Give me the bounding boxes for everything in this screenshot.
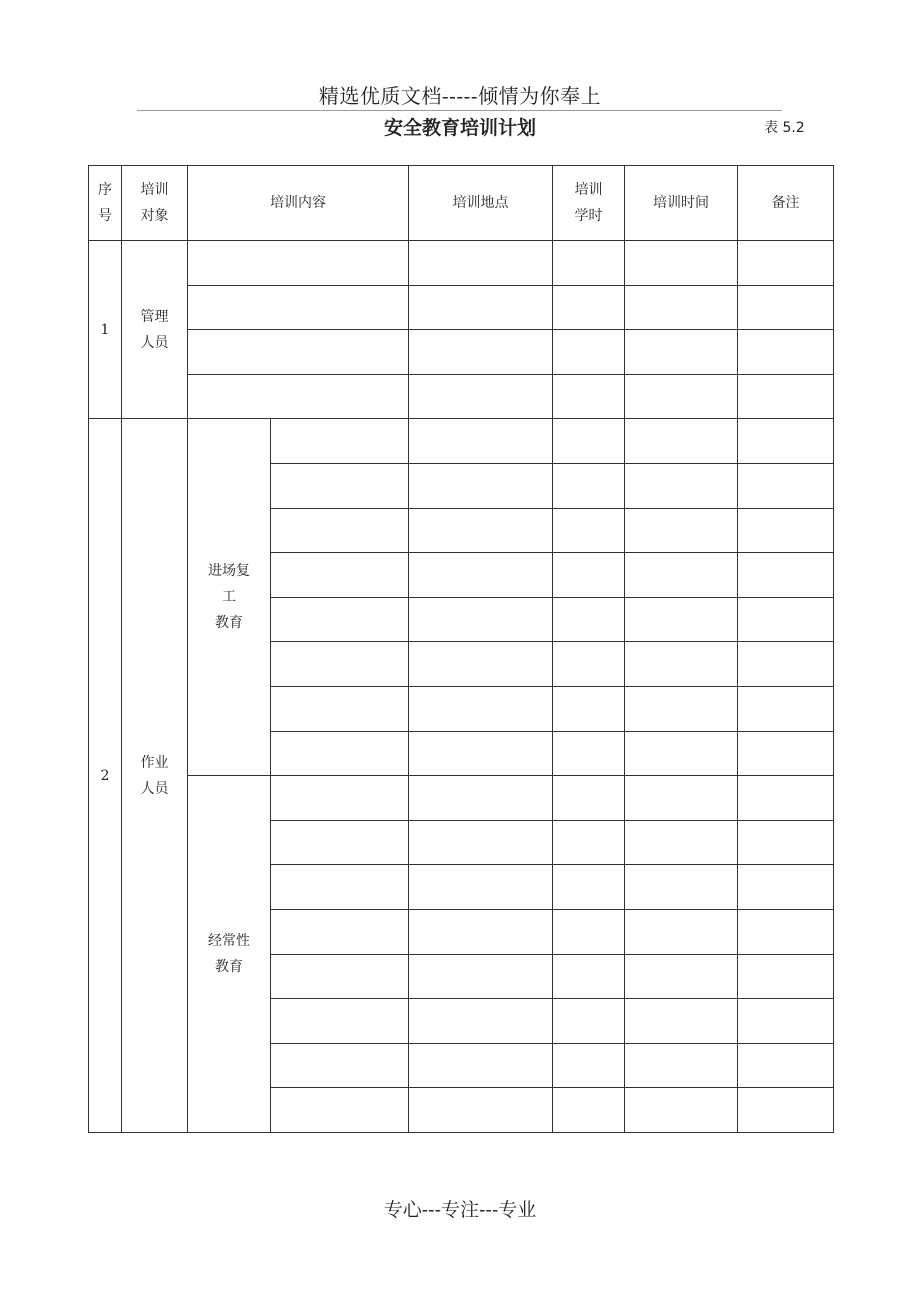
hours-cell[interactable]	[553, 553, 625, 598]
remark-cell[interactable]	[738, 463, 834, 508]
time-cell[interactable]	[625, 1088, 738, 1133]
content-cell[interactable]	[188, 330, 409, 375]
header-hours: 培训 学时	[553, 166, 625, 241]
time-cell[interactable]	[625, 508, 738, 553]
time-cell[interactable]	[625, 954, 738, 999]
time-cell[interactable]	[625, 463, 738, 508]
table-row	[89, 330, 834, 375]
hours-cell[interactable]	[553, 285, 625, 330]
header-place: 培训地点	[409, 166, 553, 241]
place-cell[interactable]	[409, 1088, 553, 1133]
time-cell[interactable]	[625, 999, 738, 1044]
remark-cell[interactable]	[738, 597, 834, 642]
time-cell[interactable]	[625, 597, 738, 642]
time-cell[interactable]	[625, 820, 738, 865]
remark-cell[interactable]	[738, 508, 834, 553]
content-cell[interactable]	[188, 285, 409, 330]
remark-cell[interactable]	[738, 330, 834, 375]
time-cell[interactable]	[625, 731, 738, 776]
document-title: 安全教育培训计划	[383, 117, 536, 139]
place-cell[interactable]	[409, 820, 553, 865]
hours-cell[interactable]	[553, 597, 625, 642]
place-cell[interactable]	[409, 642, 553, 687]
header-content: 培训内容	[188, 166, 409, 241]
time-cell[interactable]	[625, 865, 738, 910]
place-cell[interactable]	[409, 553, 553, 598]
remark-cell[interactable]	[738, 731, 834, 776]
content-cell[interactable]	[271, 1043, 409, 1088]
remark-cell[interactable]	[738, 776, 834, 821]
time-cell[interactable]	[625, 241, 738, 286]
header-divider	[137, 110, 782, 111]
table-row	[89, 419, 834, 464]
place-cell[interactable]	[409, 909, 553, 954]
table-row	[89, 776, 834, 821]
place-cell[interactable]	[409, 731, 553, 776]
table-row	[89, 374, 834, 419]
place-cell[interactable]	[409, 374, 553, 419]
remark-cell[interactable]	[738, 1088, 834, 1133]
target-cell: 管理 人员	[122, 241, 188, 419]
header-remark: 备注	[738, 166, 834, 241]
hours-cell[interactable]	[553, 330, 625, 375]
content-cell[interactable]	[188, 241, 409, 286]
remark-cell[interactable]	[738, 820, 834, 865]
remark-cell[interactable]	[738, 954, 834, 999]
place-cell[interactable]	[409, 463, 553, 508]
hours-cell[interactable]	[553, 1043, 625, 1088]
content-cell[interactable]	[271, 865, 409, 910]
hours-cell[interactable]	[553, 909, 625, 954]
content-cell[interactable]	[271, 597, 409, 642]
place-cell[interactable]	[409, 419, 553, 464]
remark-cell[interactable]	[738, 241, 834, 286]
remark-cell[interactable]	[738, 999, 834, 1044]
header-target: 培训 对象	[122, 166, 188, 241]
time-cell[interactable]	[625, 419, 738, 464]
education-type-cell: 进场复 工 教育	[188, 419, 271, 776]
hours-cell[interactable]	[553, 776, 625, 821]
page-footer: 专心---专注---专业	[383, 1199, 537, 1221]
table-row	[89, 241, 834, 286]
hours-cell[interactable]	[553, 508, 625, 553]
remark-cell[interactable]	[738, 553, 834, 598]
place-cell[interactable]	[409, 597, 553, 642]
remark-cell[interactable]	[738, 865, 834, 910]
content-cell[interactable]	[271, 999, 409, 1044]
content-cell[interactable]	[271, 508, 409, 553]
seq-cell: 1	[89, 241, 122, 419]
table-row	[89, 285, 834, 330]
time-cell[interactable]	[625, 642, 738, 687]
time-cell[interactable]	[625, 374, 738, 419]
time-cell[interactable]	[625, 686, 738, 731]
header-row	[89, 166, 834, 241]
time-cell[interactable]	[625, 909, 738, 954]
place-cell[interactable]	[409, 776, 553, 821]
page-header: 精选优质文档-----倾情为你奉上	[318, 84, 602, 108]
time-cell[interactable]	[625, 330, 738, 375]
time-cell[interactable]	[625, 553, 738, 598]
hours-cell[interactable]	[553, 820, 625, 865]
place-cell[interactable]	[409, 1043, 553, 1088]
time-cell[interactable]	[625, 776, 738, 821]
place-cell[interactable]	[409, 330, 553, 375]
content-cell[interactable]	[271, 686, 409, 731]
hours-cell[interactable]	[553, 419, 625, 464]
remark-cell[interactable]	[738, 909, 834, 954]
remark-cell[interactable]	[738, 285, 834, 330]
content-cell[interactable]	[271, 954, 409, 999]
time-cell[interactable]	[625, 285, 738, 330]
hours-cell[interactable]	[553, 241, 625, 286]
content-cell[interactable]	[271, 909, 409, 954]
hours-cell[interactable]	[553, 731, 625, 776]
content-cell[interactable]	[188, 374, 409, 419]
hours-cell[interactable]	[553, 374, 625, 419]
hours-cell[interactable]	[553, 686, 625, 731]
content-cell[interactable]	[271, 553, 409, 598]
content-cell[interactable]	[271, 731, 409, 776]
hours-cell[interactable]	[553, 642, 625, 687]
place-cell[interactable]	[409, 954, 553, 999]
hours-cell[interactable]	[553, 954, 625, 999]
training-plan-table	[88, 165, 834, 1133]
remark-cell[interactable]	[738, 686, 834, 731]
place-cell[interactable]	[409, 241, 553, 286]
hours-cell[interactable]	[553, 463, 625, 508]
header-time: 培训时间	[625, 166, 738, 241]
target-cell: 作业 人员	[122, 419, 188, 1133]
place-cell[interactable]	[409, 686, 553, 731]
hours-cell[interactable]	[553, 1088, 625, 1133]
place-cell[interactable]	[409, 865, 553, 910]
content-cell[interactable]	[271, 463, 409, 508]
place-cell[interactable]	[409, 508, 553, 553]
time-cell[interactable]	[625, 1043, 738, 1088]
content-cell[interactable]	[271, 776, 409, 821]
remark-cell[interactable]	[738, 419, 834, 464]
content-cell[interactable]	[271, 419, 409, 464]
header-seq: 序 号	[89, 166, 122, 241]
seq-cell: 2	[89, 419, 122, 1133]
content-cell[interactable]	[271, 642, 409, 687]
hours-cell[interactable]	[553, 865, 625, 910]
remark-cell[interactable]	[738, 374, 834, 419]
content-cell[interactable]	[271, 820, 409, 865]
content-cell[interactable]	[271, 1088, 409, 1133]
remark-cell[interactable]	[738, 1043, 834, 1088]
place-cell[interactable]	[409, 285, 553, 330]
remark-cell[interactable]	[738, 642, 834, 687]
table-number: 表 5.2	[764, 120, 805, 136]
education-type-cell: 经常性 教育	[188, 776, 271, 1133]
hours-cell[interactable]	[553, 999, 625, 1044]
place-cell[interactable]	[409, 999, 553, 1044]
